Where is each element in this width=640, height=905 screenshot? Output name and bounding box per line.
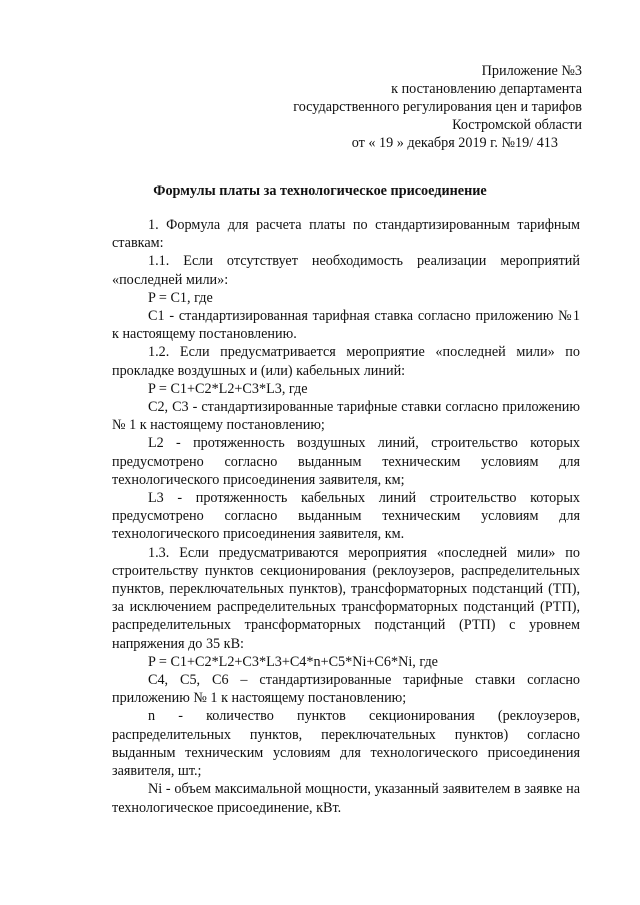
appendix-header [293, 62, 582, 152]
paragraph-c2-c3-definition: C2, C3 - стандартизированные тарифные ставки согласно приложению № 1 к настоящему постановлению; [112, 399, 580, 434]
paragraph-1-3: 1.3. Если предусматриваются мероприятия «последней мили» по строительству пунктов секционирования (реклоузеров, распределительных пунктов, переключательных пунктов), трансформаторных подстанций (ТП), за исключением распределительных трансформаторных подстанций (РТП), распределительных трансформаторных подстанций (РТП) с уровнем напряжения до 35 кВ: [112, 544, 580, 652]
paragraph-n-definition: n - количество пунктов секционирования (реклоузеров, распределительных пунктов, переключательных пунктов) согласно выданным техническим условиям для технологического присоединения заявителя, шт.; [112, 708, 580, 780]
header-line-resolution: к постановлению департамента [391, 81, 582, 97]
header-line-date-number: от « 19 » декабря 2019 г. №19/ 413 [351, 135, 558, 151]
paragraph-l2-definition: L2 - протяженность воздушных линий, строительство которых предусмотрено согласно выданным техническим условиям для технологического присоединения заявителя, км; [112, 435, 580, 488]
paragraph-l3-definition: L3 - протяженность кабельных линий строительство которых предусмотрено согласно выданным техническим условиям для технологического присоединения заявителя, км. [112, 490, 580, 543]
formula-1-3: P = C1+C2*L2+C3*L3+C4*n+C5*Ni+C6*Ni, где [148, 653, 438, 670]
paragraph-1-2: 1.2. Если предусматривается мероприятие «последней мили» по прокладке воздушных и (или) кабельных линий: [112, 344, 580, 379]
formula-1-2: P = C1+C2*L2+C3*L3, где [148, 380, 308, 397]
paragraph-ni-definition: Ni - объем максимальной мощности, указанный заявителем в заявке на технологическое присоединение, кВт. [112, 781, 580, 816]
header-line-region: Костромской области [452, 117, 582, 133]
document-body [112, 216, 580, 817]
paragraph-c1-definition: C1 - стандартизированная тарифная ставка согласно приложению №1 к настоящему постановлению. [112, 308, 580, 343]
document-title: Формулы платы за технологическое присоединение [153, 183, 487, 199]
header-line-appendix: Приложение №3 [481, 63, 582, 79]
paragraph-1-1: 1.1. Если отсутствует необходимость реализации мероприятий «последней мили»: [112, 253, 580, 288]
paragraph-1: 1. Формула для расчета платы по стандартизированным тарифным ставкам: [112, 217, 580, 252]
formula-1-1: P = C1, где [148, 289, 213, 306]
paragraph-c4-c6-definition: C4, C5, C6 – стандартизированные тарифные ставки согласно приложению № 1 к настоящему постановлению; [112, 672, 580, 707]
header-line-department: государственного регулирования цен и тарифов [293, 99, 582, 115]
